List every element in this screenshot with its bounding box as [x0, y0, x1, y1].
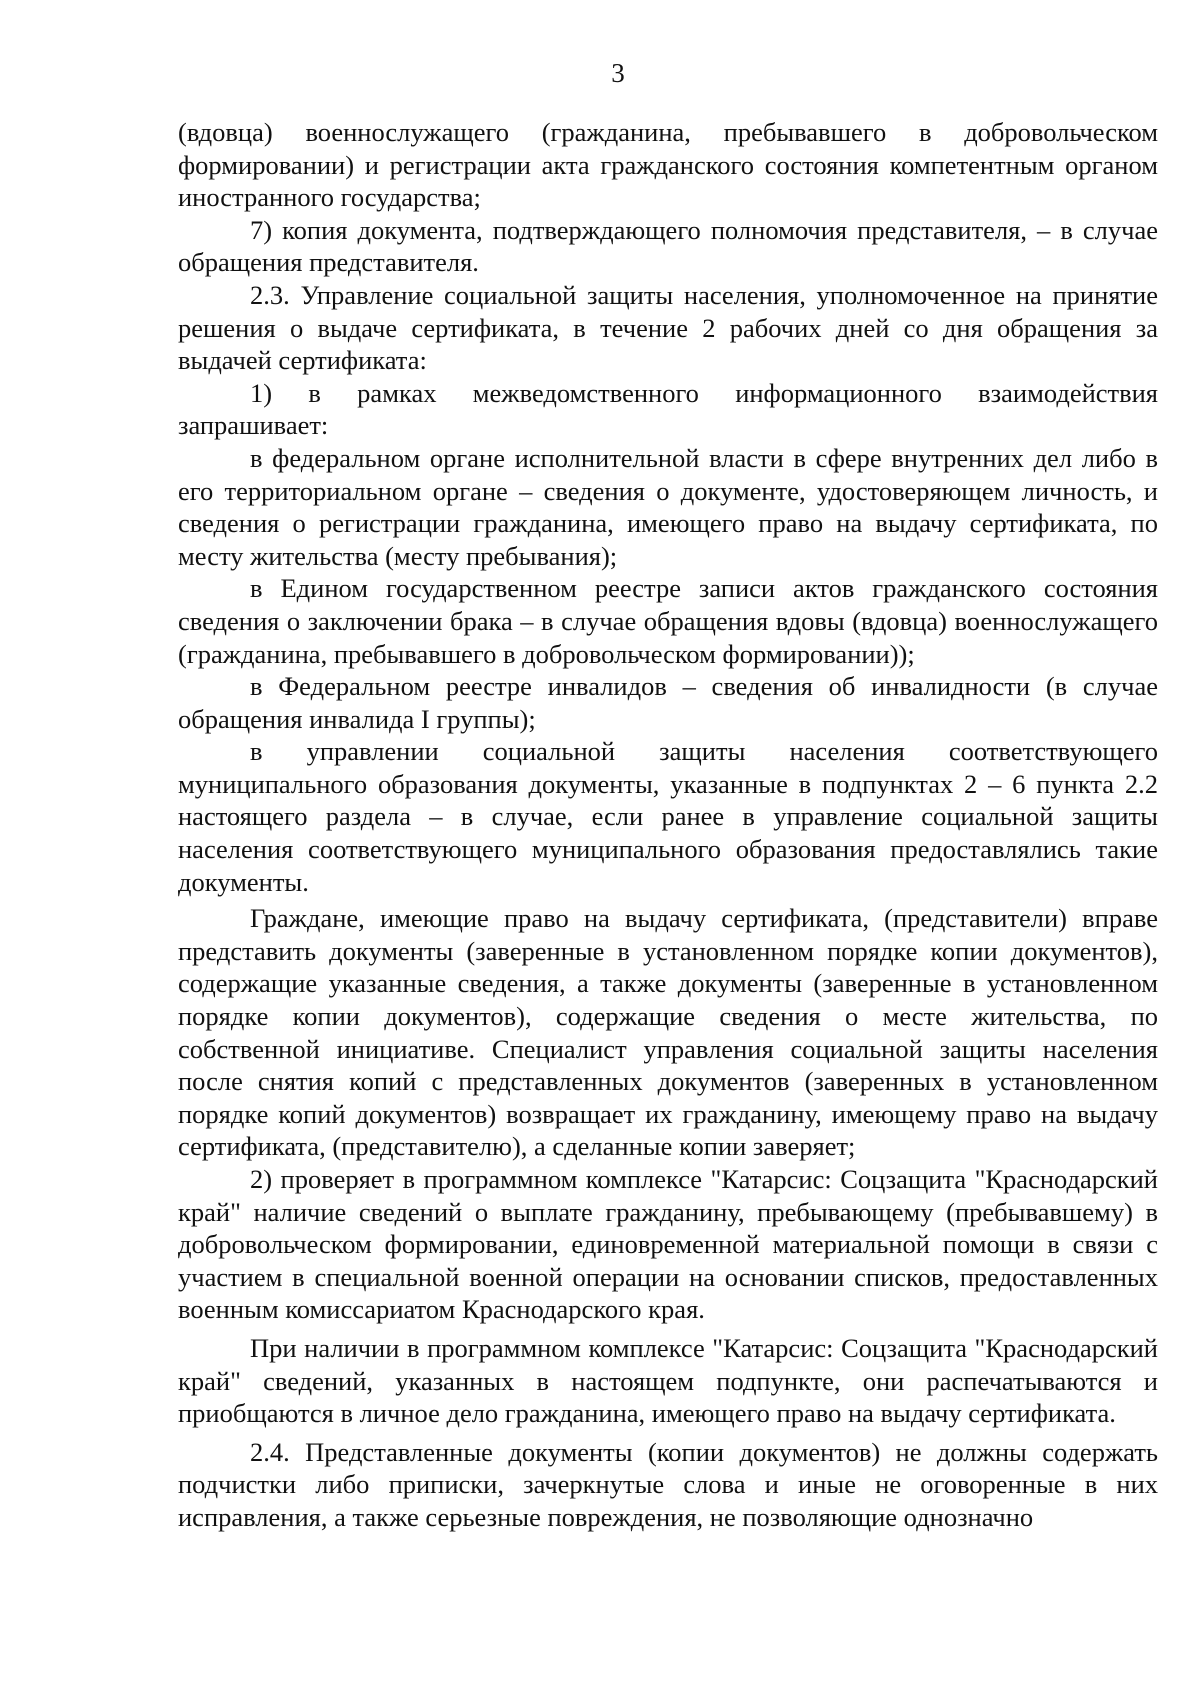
document-body — [178, 116, 1158, 1534]
paragraph-disability-registry: в Федеральном реестре инвалидов – сведения об инвалидности (в случае обращения инвалида I группы); — [178, 671, 1158, 734]
paragraph-internal-affairs: в федеральном органе исполнительной власти в сфере внутренних дел либо в его территориальном органе – сведения о документе, удостоверяющем личность, и сведения о регистрации гражданина, имеющего право на выдачу сертификата, по месту жительства (месту пребывания); — [178, 442, 1158, 571]
paragraph-section-2-4: 2.4. Представленные документы (копии документов) не должны содержать подчистки либо приписки, зачеркнутые слова и иные не оговоренные в них исправления, а также серьезные повреждения, не позволяющие однозначно — [178, 1436, 1158, 1532]
paragraph-continuation: (вдовца) военнослужащего (гражданина, пребывавшего в добровольческом формировании) и регистрации акта гражданского состояния компетентным органом иностранного государства; — [178, 117, 1158, 213]
paragraph-social-protection: в управлении социальной защиты населения соответствующего муниципального образования документы, указанные в подпунктах 2 – 6 пункта 2.2 настоящего раздела – в случае, если ранее в управление социальной защиты населения соответствующего муниципального образования предоставлялись такие документы. — [178, 736, 1158, 897]
paragraph-subitem-1: 1) в рамках межведомственного информационного взаимодействия запрашивает: — [178, 377, 1158, 441]
paragraph-civil-registry: в Едином государственном реестре записи актов гражданского состояния сведения о заключении брака – в случае обращения вдовы (вдовца) военнослужащего (гражданина, пребывавшего в добровольческом формировании)); — [178, 573, 1158, 669]
paragraph-subitem-2: 2) проверяет в программном комплексе "Катарсис: Соцзащита "Краснодарский край" наличие сведений о выплате гражданину, пребывающему (пребывавшему) в добровольческом формировании, единовременной материальной помощи в связи с участием в специальной военной операции на основании списков, предоставленных военным комиссариатом Краснодарского края. — [178, 1164, 1158, 1325]
paragraph-section-2-3: 2.3. Управление социальной защиты населения, уполномоченное на принятие решения о выдаче сертификата, в течение 2 рабочих дней со дня обращения за выдачей сертификата: — [178, 279, 1158, 376]
paragraph-katarsis-info: При наличии в программном комплексе "Катарсис: Соцзащита "Краснодарский край" сведений, указанных в настоящем подпункте, они распечатываются и приобщаются в личное дело гражданина, имеющего право на выдачу сертификата. — [178, 1332, 1158, 1429]
paragraph-citizens-rights: Граждане, имеющие право на выдачу сертификата, (представители) вправе представить документы (заверенные в установленном порядке копии документов), содержащие указанные сведения, а также документы (заверенные в установленном порядке копии документов), содержащие сведения о месте жительства, по собственной инициативе. Специалист управления социальной защиты населения после снятия копий с представленных документов (заверенных в установленном порядке копий документов) возвращает их гражданину, имеющему право на выдачу сертификата, (представителю), а сделанные копии заверяет; — [178, 903, 1158, 1162]
page-number: 3 — [611, 58, 625, 88]
paragraph-item-7: 7) копия документа, подтверждающего полномочия представителя, – в случае обращения представителя. — [178, 214, 1158, 278]
